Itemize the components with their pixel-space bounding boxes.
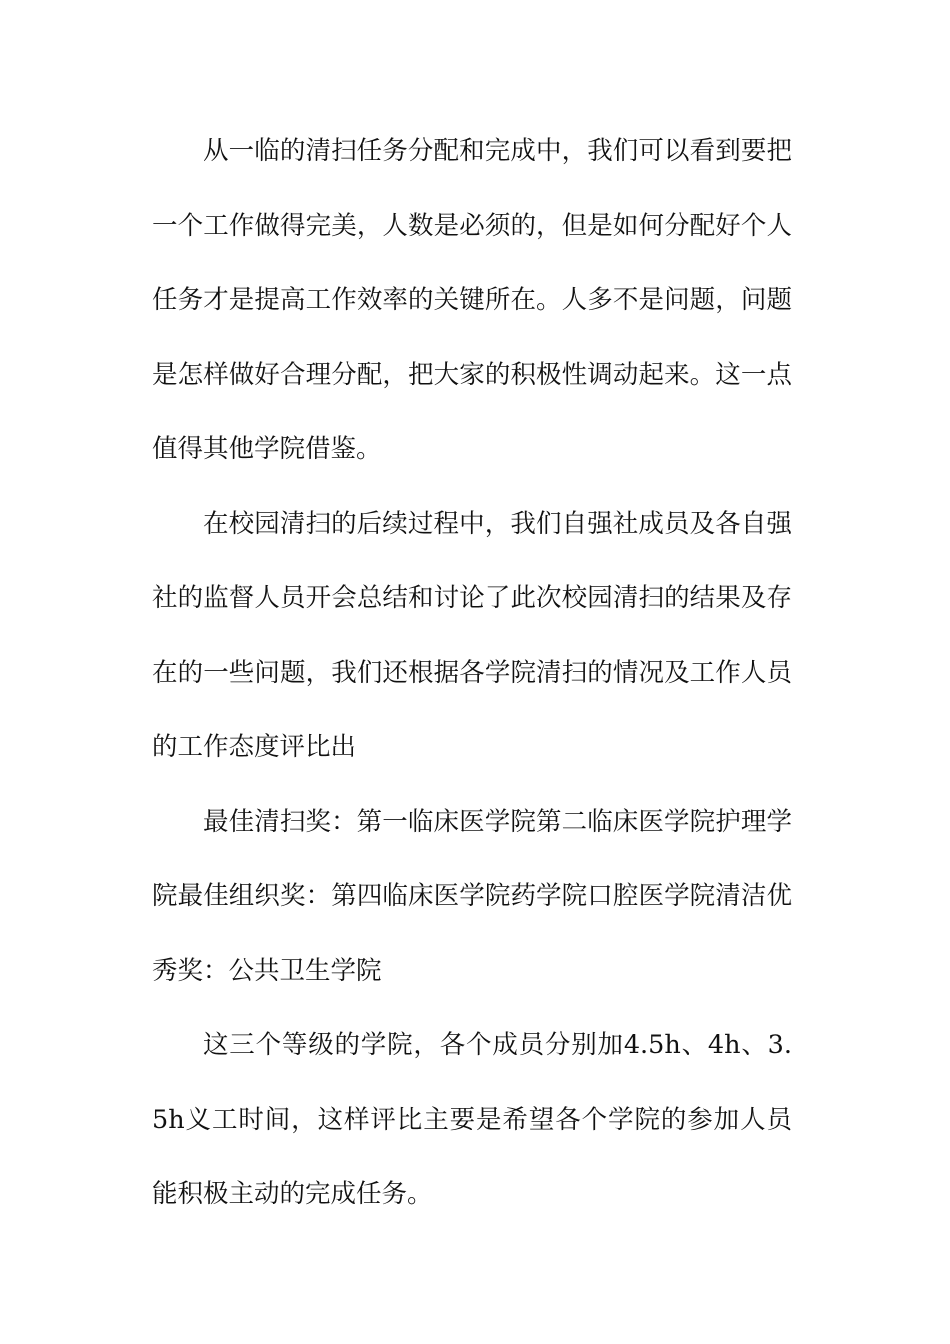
- document-body: [152, 114, 792, 1232]
- paragraph-awards: 最佳清扫奖：第一临床医学院第二临床医学院护理学院最佳组织奖：第四临床医学院药学院口腔医学院清洁优秀奖：公共卫生学院: [152, 806, 792, 986]
- paragraph-volunteer-hours: 这三个等级的学院，各个成员分别加4.5h、4h、3.5h义工时间，这样评比主要是希望各个学院的参加人员能积极主动的完成任务。: [152, 1030, 792, 1209]
- paragraph-task-allocation: 从一临的清扫任务分配和完成中，我们可以看到要把一个工作做得完美，人数是必须的，但是如何分配好个人任务才是提高工作效率的关键所在。人多不是问题，问题是怎样做好合理分配，把大家的积极性调动起来。这一点值得其他学院借鉴。: [152, 136, 792, 464]
- paragraph-follow-up-meeting: 在校园清扫的后续过程中，我们自强社成员及各自强社的监督人员开会总结和讨论了此次校园清扫的结果及存在的一些问题，我们还根据各学院清扫的情况及工作人员的工作态度评比出: [152, 508, 792, 762]
